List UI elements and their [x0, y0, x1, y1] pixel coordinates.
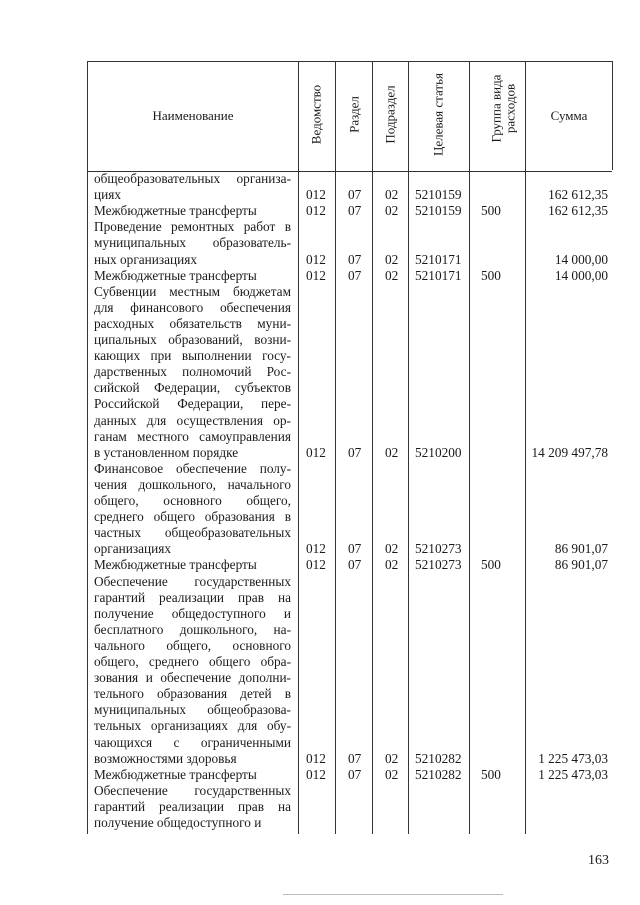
row-summa: 86 901,07	[554, 541, 608, 557]
row-podrazdel: 02	[385, 557, 399, 573]
row-name-text: Проведение ремонтных работ в	[94, 219, 291, 235]
row-summa: 86 901,07	[554, 557, 608, 573]
row-name-text: Межбюджетные трансферты	[94, 766, 257, 782]
row-razdel: 07	[348, 444, 362, 460]
row-name-text: кающих при выполнении госу-	[94, 348, 291, 364]
row-name-text: данных для осуществления ор-	[94, 412, 291, 428]
row-gruppa: 500	[481, 267, 501, 283]
row-name-text: муниципальных образователь-	[94, 235, 291, 251]
row-name-text: Межбюджетные трансферты	[94, 267, 257, 283]
row-name-text: возможностями здоровья	[94, 750, 237, 766]
row-podrazdel: 02	[385, 541, 399, 557]
row-name-text: общеобразовательных организа-	[94, 171, 291, 186]
row-celevaya: 5210200	[415, 444, 462, 460]
row-summa: 1 225 473,03	[538, 750, 608, 766]
row-name-text: частных общеобразовательных	[94, 525, 291, 541]
row-name-text: тельного образования детей в	[94, 686, 291, 702]
row-razdel: 07	[348, 251, 362, 267]
row-name-text: для финансового обеспечения	[94, 299, 291, 315]
row-razdel: 07	[348, 203, 362, 219]
header-gruppa-line2: расходов	[502, 83, 518, 134]
col-rule-left	[87, 61, 88, 834]
row-celevaya: 5210171	[415, 251, 462, 267]
row-name-text: Обеспечение государственных	[94, 782, 291, 798]
header-summa-cell	[526, 61, 612, 170]
row-name-text: муниципальных общеобразова-	[94, 702, 291, 718]
row-ved: 012	[306, 766, 326, 782]
header-ved: Ведомство	[308, 84, 324, 145]
row-podrazdel: 02	[385, 187, 399, 203]
row-celevaya: 5210273	[415, 541, 462, 557]
row-name-text: гарантий реализации прав на	[94, 798, 291, 814]
row-name-text: тельных организациях для обу-	[94, 718, 291, 734]
row-podrazdel: 02	[385, 750, 399, 766]
header-razdel: Раздел	[346, 96, 362, 133]
row-name-text: чения дошкольного, начального	[94, 476, 291, 492]
row-name-text: чающихся с ограниченными	[94, 734, 291, 750]
row-ved: 012	[306, 251, 326, 267]
header-name-cell	[88, 61, 298, 170]
row-summa: 14 000,00	[554, 267, 608, 283]
row-podrazdel: 02	[385, 766, 399, 782]
row-summa: 14 000,00	[554, 251, 608, 267]
col-rule-5	[469, 61, 470, 834]
row-name-text: общего, основного общего,	[94, 493, 291, 508]
row-name-text: Межбюджетные трансферты	[94, 203, 257, 219]
row-podrazdel: 02	[385, 251, 399, 267]
row-name-text: чального общего, основного	[94, 637, 291, 653]
row-razdel: 07	[348, 557, 362, 573]
row-name-text: общего, среднего общего обра-	[94, 654, 291, 669]
row-ved: 012	[306, 541, 326, 557]
row-name-text: сийской Федерации, субъектов	[94, 380, 291, 396]
row-name-text: в установленном порядке	[94, 444, 239, 460]
row-podrazdel: 02	[385, 267, 399, 283]
row-podrazdel: 02	[385, 444, 399, 460]
row-celevaya: 5210282	[415, 750, 462, 766]
row-summa: 162 612,35	[548, 187, 608, 203]
row-name-text: ганам местного самоуправления	[94, 428, 291, 444]
row-gruppa: 500	[481, 203, 501, 219]
row-name-text: бесплатного дошкольного, на-	[94, 621, 291, 637]
row-name-text: Финансовое обеспечение полу-	[94, 460, 291, 476]
row-razdel: 07	[348, 187, 362, 203]
row-ved: 012	[306, 557, 326, 573]
col-rule-3	[372, 61, 373, 834]
row-razdel: 07	[348, 267, 362, 283]
row-summa: 162 612,35	[548, 203, 608, 219]
row-name-text: гарантий реализации прав на	[94, 589, 291, 605]
row-ved: 012	[306, 203, 326, 219]
row-summa: 1 225 473,03	[538, 766, 608, 782]
row-ved: 012	[306, 187, 326, 203]
col-rule-1	[298, 61, 299, 834]
row-ved: 012	[306, 444, 326, 460]
row-name-text: среднего общего образования в	[94, 509, 291, 525]
col-rule-6	[525, 61, 526, 834]
row-podrazdel: 02	[385, 203, 399, 219]
row-celevaya: 5210159	[415, 187, 462, 203]
row-name-text: получение общедоступного и	[94, 605, 291, 621]
row-name-text: расходных обязательств муни-	[94, 315, 291, 331]
row-name-text: Российской Федерации, пере-	[94, 396, 291, 412]
header-celevaya: Целевая статья	[430, 73, 446, 157]
col-rule-2	[335, 61, 336, 834]
row-celevaya: 5210282	[415, 766, 462, 782]
row-name-text: ципальных образований, возни-	[94, 332, 291, 347]
row-ved: 012	[306, 750, 326, 766]
row-celevaya: 5210159	[415, 203, 462, 219]
row-name-text: организациях	[94, 541, 172, 557]
row-celevaya: 5210273	[415, 557, 462, 573]
col-rule-right	[612, 61, 613, 170]
header-summa: Сумма	[550, 107, 588, 123]
row-gruppa: 500	[481, 766, 501, 782]
header-gruppa-line1: Группа вида	[488, 74, 504, 143]
row-razdel: 07	[348, 750, 362, 766]
row-name-text: получение общедоступного и	[94, 815, 262, 830]
row-name-text: Субвенции местным бюджетам	[94, 283, 291, 299]
row-razdel: 07	[348, 766, 362, 782]
row-name-text: Обеспечение государственных	[94, 573, 291, 589]
row-gruppa: 500	[481, 557, 501, 573]
row-razdel: 07	[348, 541, 362, 557]
footer-rule	[283, 894, 503, 895]
row-name-text: ных организациях	[94, 251, 198, 267]
header-podrazdel: Подраздел	[382, 85, 398, 144]
row-celevaya: 5210171	[415, 267, 462, 283]
header-name: Наименование	[152, 107, 234, 123]
row-name-text: дарственных полномочий Рос-	[94, 364, 291, 380]
page-number: 163	[588, 853, 609, 868]
row-summa: 14 209 497,78	[531, 444, 608, 460]
col-rule-4	[408, 61, 409, 834]
row-name-text: зования и обеспечение дополни-	[94, 670, 291, 686]
row-name-text: циях	[94, 187, 121, 203]
row-ved: 012	[306, 267, 326, 283]
row-name-text: Межбюджетные трансферты	[94, 557, 257, 573]
